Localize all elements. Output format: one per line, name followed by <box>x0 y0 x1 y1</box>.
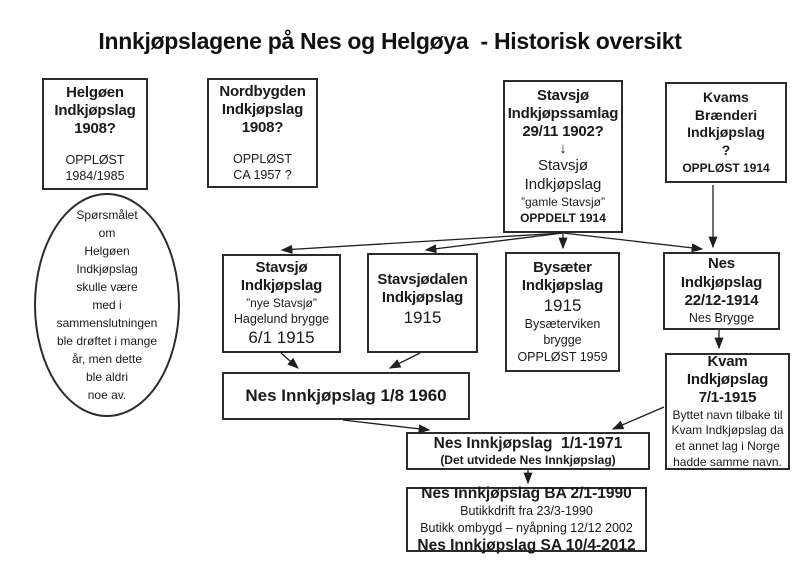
node-place: Hagelund brygge <box>233 312 330 327</box>
node-name-line: Stavsjø <box>255 259 308 277</box>
node-name-line: Nordbygden <box>219 82 306 100</box>
node-name-line: Stavsjø <box>537 86 589 104</box>
arrow-stavsjodalen-to-1960 <box>390 353 420 368</box>
node-date: 6/1 1915 <box>248 327 315 347</box>
node-name-line: 22/12-1914 <box>684 292 759 310</box>
node-alias: ”nye Stavsjø” <box>246 295 317 310</box>
node-place-line: Bysæterviken <box>524 317 601 332</box>
node-name-line: 7/1-1915 <box>698 389 757 407</box>
node-name-line: Indkjøpslag <box>381 289 464 307</box>
annotation-ellipse <box>34 193 180 417</box>
node-date: 1915 <box>403 307 442 327</box>
node-name-line: ? <box>721 142 731 159</box>
node-name: Nes Innkjøpslag 1/8 1960 <box>245 385 447 405</box>
node-name-line: Indkjøpslag <box>240 277 323 295</box>
node-name-line: Indkjøpslag <box>680 273 763 291</box>
node-place: Nes Brygge <box>688 311 755 326</box>
node-name-line: Indkjøpslag <box>54 102 136 120</box>
node-note-line: Butikkdrift fra 23/3-1990 <box>460 504 593 519</box>
annotation-line: Indkjøpslag <box>76 262 138 276</box>
node-name-line: 1908? <box>74 120 116 138</box>
node-name-line: Kvam <box>707 352 748 370</box>
node-note-line: OPPLØST 1914 <box>682 161 770 176</box>
node-stavsjodalen-indkjopslag <box>367 253 478 353</box>
node-note-line: OPPLØST <box>232 151 293 166</box>
node-name-line: Indkjøpslag <box>686 371 769 389</box>
arrow-kvam-to-1971 <box>613 407 664 429</box>
node-alias: ”gamle Stavsjø” <box>520 194 606 209</box>
node-note-line: OPPLØST <box>65 152 125 167</box>
node-note-line: OPPLØST 1959 <box>517 349 608 364</box>
node-name-line: Indkjøpslag <box>221 101 304 119</box>
node-name-line: Helgøen <box>66 83 124 101</box>
arrow-1960-to-1971 <box>343 420 429 430</box>
node-note-line: Kvam Indkjøpslag da <box>671 423 784 438</box>
node-name-secondary: Nes Innkjøpslag SA 10/4-2012 <box>417 536 636 554</box>
annotation-line: skulle være <box>76 280 138 294</box>
node-helgoen-indkjopslag <box>42 78 148 190</box>
arrow-samlag-to-stavsjodalen <box>426 233 563 250</box>
node-nes-indkjopslag <box>663 252 780 330</box>
node-name-line: Kvams <box>703 88 749 105</box>
node-note-line: Byttet navn tilbake til <box>672 407 783 422</box>
node-name-line: Indkjøpslag <box>687 124 765 141</box>
arrow-stavsjo-nye-to-1960 <box>281 353 298 368</box>
node-nes-innkjopslag-1960 <box>222 372 470 420</box>
down-arrow-icon: ↓ <box>559 140 567 158</box>
node-name-line: Nes <box>708 255 735 273</box>
node-name-line: Brænderi <box>694 106 758 123</box>
node-name: Nes Innkjøpslag BA 2/1-1990 <box>421 484 632 502</box>
node-kvam-indkjopslag <box>665 353 790 470</box>
node-note-line: 1984/1985 <box>65 168 125 183</box>
page-title: Innkjøpslagene på Nes og Helgøya - Historisk oversikt <box>98 28 682 54</box>
node-bysater-indkjopslag <box>505 252 620 372</box>
node-note-line: CA 1957 ? <box>233 167 292 182</box>
annotation-line: med i <box>92 298 122 312</box>
annotation-line: Helgøen <box>84 244 130 258</box>
node-name-line: Stavsjødalen <box>377 271 468 288</box>
arrow-samlag-to-nes <box>563 233 702 249</box>
node-place-line: brygge <box>543 333 582 348</box>
annotation-line: år, men dette <box>71 352 143 366</box>
node-nes-innkjopslag-1990-2012 <box>406 484 647 554</box>
node-note: (Det utvidede Nes Innkjøpslag) <box>440 452 616 467</box>
node-successor-line: Stavsjø <box>537 157 588 175</box>
node-stavsjo-nye-indkjopslag <box>222 254 341 353</box>
node-name-line: Bysæter <box>533 259 592 277</box>
arrow-samlag-to-stavsjo-nye <box>282 233 563 250</box>
annotation-line: ble drøftet i mange <box>56 334 158 348</box>
node-kvams-branderi-indkjopslag <box>665 82 787 183</box>
node-note-line: OPPDELT 1914 <box>520 211 606 226</box>
annotation-line: ble aldri <box>85 370 129 384</box>
node-successor-line: Indkjøpslag <box>524 175 602 193</box>
node-nes-innkjopslag-1971 <box>406 432 650 470</box>
node-name-line: Indkjøpssamlag <box>507 104 619 122</box>
node-name: Nes Innkjøpslag 1/1-1971 <box>433 434 623 452</box>
annotation-line: om <box>98 226 116 240</box>
node-note-line: Butikk ombygd – nyåpning 12/12 2002 <box>420 520 633 535</box>
node-name-line: Indkjøpslag <box>521 277 604 295</box>
node-date: 1915 <box>543 295 582 315</box>
node-note-line: et annet lag i Norge <box>675 438 780 453</box>
node-name-line: 1908? <box>241 119 284 137</box>
node-note-line: hadde samme navn. <box>673 454 782 469</box>
annotation-line: sammenslutningen <box>56 316 158 330</box>
node-name-line: 29/11 1902? <box>522 123 604 141</box>
node-stavsjo-indkjopssamlag <box>503 80 623 233</box>
annotation-line: Spørsmålet <box>76 208 138 222</box>
node-nordbygden-indkjopslag <box>207 78 318 188</box>
annotation-line: noe av. <box>87 388 127 402</box>
